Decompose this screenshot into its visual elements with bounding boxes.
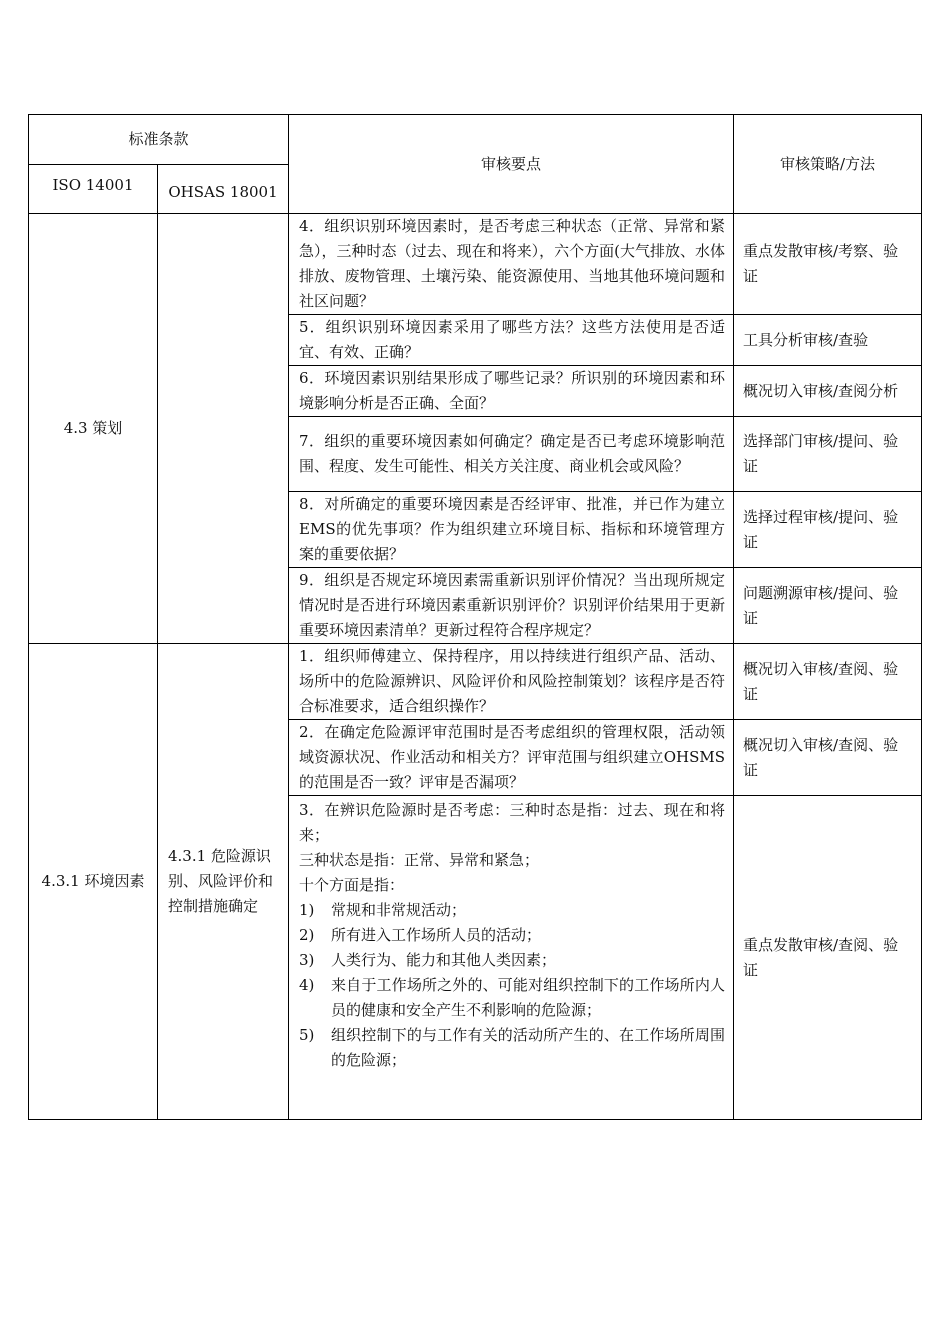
audit-method: 选择过程审核/提问、验证	[734, 492, 922, 568]
audit-method: 重点发散审核/查阅、验证	[734, 796, 922, 1120]
audit-point: 5．组织识别环境因素采用了哪些方法？这些方法使用是否适宜、有效、正确？	[289, 315, 734, 366]
audit-table	[28, 114, 922, 1120]
header-audit-points: 审核要点	[289, 115, 734, 214]
list-item	[299, 923, 725, 948]
ohsas-clause-empty	[158, 214, 289, 644]
iso-clause-environmental-aspects: 4.3.1 环境因素	[29, 644, 158, 1120]
list-item	[299, 948, 725, 973]
audit-method: 概况切入审核/查阅、验证	[734, 644, 922, 720]
table-row	[29, 644, 922, 720]
table-row	[29, 214, 922, 315]
list-item	[299, 898, 725, 923]
audit-point-hazard-list	[289, 796, 734, 1120]
audit-method: 概况切入审核/查阅、验证	[734, 720, 922, 796]
list-item-text: 常规和非常规活动；	[331, 901, 467, 919]
audit-point: 6．环境因素识别结果形成了哪些记录？所识别的环境因素和环境影响分析是否正确、全面？	[289, 366, 734, 417]
audit-point: 2．在确定危险源评审范围时是否考虑组织的管理权限，活动领域资源状况、作业活动和相关方？评审范围与组织建立OHSMS的范围是否一致？评审是否漏项？	[289, 720, 734, 796]
paragraph-line: 十个方面是指：	[299, 876, 405, 894]
list-item-number: 4)	[299, 976, 315, 994]
paragraph-line: 3．在辨识危险源时是否考虑：三种时态是指：过去、现在和将来；	[299, 801, 726, 844]
header-standard-clause: 标准条款	[29, 115, 289, 165]
audit-method: 选择部门审核/提问、验证	[734, 417, 922, 492]
list-item	[299, 973, 725, 1023]
audit-method: 概况切入审核/查阅分析	[734, 366, 922, 417]
list-item-number: 1)	[299, 901, 315, 919]
list-item-text: 来自于工作场所之外的、可能对组织控制下的工作场所内人员的健康和安全产生不利影响的危险源；	[331, 976, 726, 1019]
header-row	[29, 115, 922, 165]
audit-method: 工具分析审核/查验	[734, 315, 922, 366]
iso-clause-planning: 4.3 策划	[29, 214, 158, 644]
list-item	[299, 1023, 725, 1073]
header-iso: ISO 14001	[29, 165, 158, 214]
audit-method: 问题溯源审核/提问、验证	[734, 568, 922, 644]
audit-point: 1．组织师傅建立、保持程序，用以持续进行组织产品、活动、场所中的危险源辨识、风险评价和风险控制策划？该程序是否符合标准要求，适合组织操作？	[289, 644, 734, 720]
paragraph-line: 三种状态是指：正常、异常和紧急；	[299, 851, 540, 869]
list-item-text: 人类行为、能力和其他人类因素；	[331, 951, 557, 969]
list-item-number: 2)	[299, 926, 315, 944]
ohsas-clause-hazard-identification: 4.3.1 危险源识别、风险评价和控制措施确定	[158, 644, 289, 1120]
list-item-number: 5)	[299, 1026, 315, 1044]
list-item-number: 3)	[299, 951, 315, 969]
audit-point: 8．对所确定的重要环境因素是否经评审、批准，并已作为建立EMS的优先事项？作为组织建立环境目标、指标和环境管理方案的重要依据？	[289, 492, 734, 568]
list-item-text: 组织控制下的与工作有关的活动所产生的、在工作场所周围的危险源；	[331, 1026, 726, 1069]
header-audit-method: 审核策略/方法	[734, 115, 922, 214]
audit-point: 7．组织的重要环境因素如何确定？确定是否已考虑环境影响范围、程度、发生可能性、相关方关注度、商业机会或风险？	[289, 417, 734, 492]
audit-point: 9．组织是否规定环境因素需重新识别评价情况？当出现所规定情况时是否进行环境因素重新识别评价？识别评价结果用于更新重要环境因素清单？更新过程符合程序规定？	[289, 568, 734, 644]
list-item-text: 所有进入工作场所人员的活动；	[331, 926, 542, 944]
audit-point: 4．组织识别环境因素时，是否考虑三种状态（正常、异常和紧急），三种时态（过去、现在和将来），六个方面(大气排放、水体排放、废物管理、土壤污染、能资源使用、当地其他环境问题和社区问题？	[289, 214, 734, 315]
audit-method: 重点发散审核/考察、验证	[734, 214, 922, 315]
header-ohsas: OHSAS 18001	[158, 165, 289, 214]
